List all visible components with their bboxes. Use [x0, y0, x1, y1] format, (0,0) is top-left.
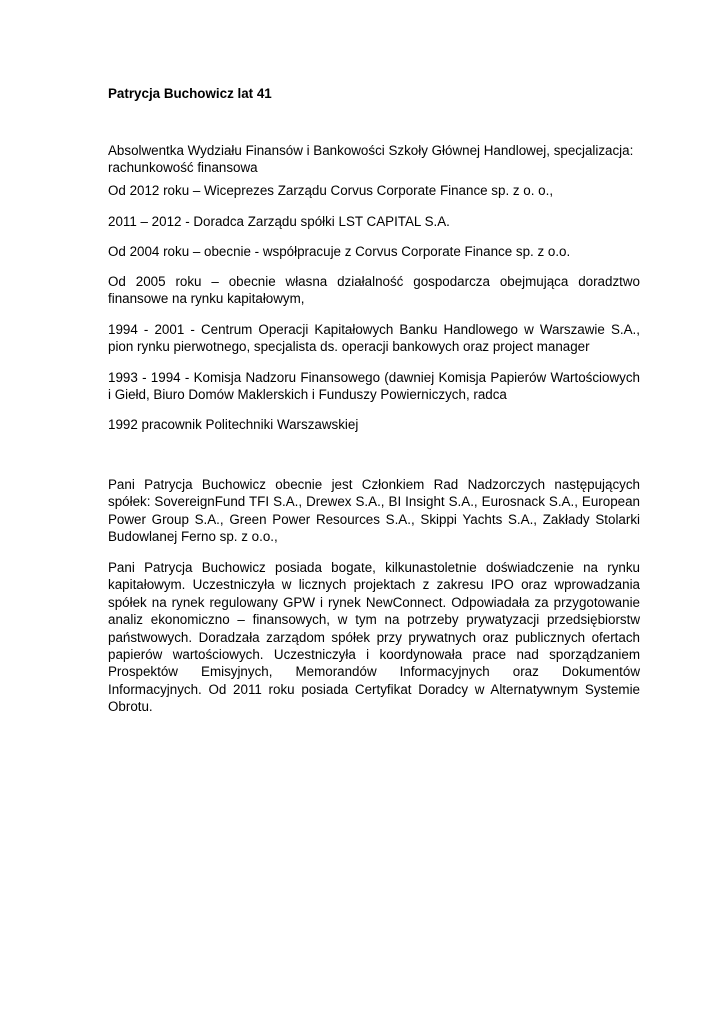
education-line-2: rachunkowość finansowa [108, 160, 258, 176]
boards-paragraph: Pani Patrycja Buchowicz obecnie jest Członkiem Rad Nadzorczych następujących spółek: SovereignFund TFI S.A., Drewex S.A., BI Insight S.A., Eurosnack S.A., European Power Group S.A., Green Power Resources S.A., Skippi Yachts S.A., Zakłady Stolarki Budowlanej Ferno sp. z o.o., [108, 477, 640, 545]
career-item: Od 2004 roku – obecnie - współpracuje z Corvus Corporate Finance sp. z o.o. [108, 244, 571, 259]
education-paragraph [108, 142, 640, 177]
career-item: 2011 – 2012 - Doradca Zarządu spółki LST CAPITAL S.A. [108, 214, 450, 229]
career-item: 1993 - 1994 - Komisja Nadzoru Finansowego (dawniej Komisja Papierów Wartościowych i Giełd, Biuro Domów Maklerskich i Funduszy Powierniczych, radca [108, 370, 640, 403]
career-item: 1994 - 2001 - Centrum Operacji Kapitałowych Banku Handlowego w Warszawie S.A., pion rynku pierwotnego, specjalista ds. operacji bankowych oraz project manager [108, 322, 640, 355]
career-item: Od 2012 roku – Wiceprezes Zarządu Corvus Corporate Finance sp. z o. o., [108, 183, 554, 198]
career-item: Od 2005 roku – obecnie własna działalność gospodarcza obejmująca doradztwo finansowe na rynku kapitałowym, [108, 274, 640, 307]
education-line-1: Absolwentka Wydziału Finansów i Bankowości Szkoły Głównej Handlowej, specjalizacja: [108, 143, 634, 158]
experience-paragraph: Pani Patrycja Buchowicz posiada bogate, kilkunastoletnie doświadczenie na rynku kapitałowym. Uczestniczyła w licznych projektach z zakresu IPO oraz wprowadzania spółek na rynek regulowany GPW i rynek NewConnect. Odpowiadała za przygotowanie analiz ekonomiczno – finansowych, w tym na potrzeby prywatyzacji przedsiębiorstw państwowych. Doradzała zarządom spółek przy prywatnych oraz publicznych ofertach papierów wartościowych. Uczestniczyła i koordynowała prace nad sporządzaniem Prospektów Emisyjnych, Memorandów Informacyjnych oraz Dokumentów Informacyjnych. Od 2011 roku posiada Certyfikat Doradcy w Alternatywnym Systemie Obrotu. [108, 560, 640, 715]
career-item: 1992 pracownik Politechniki Warszawskiej [108, 417, 359, 432]
page-title: Patrycja Buchowicz lat 41 [108, 86, 272, 101]
